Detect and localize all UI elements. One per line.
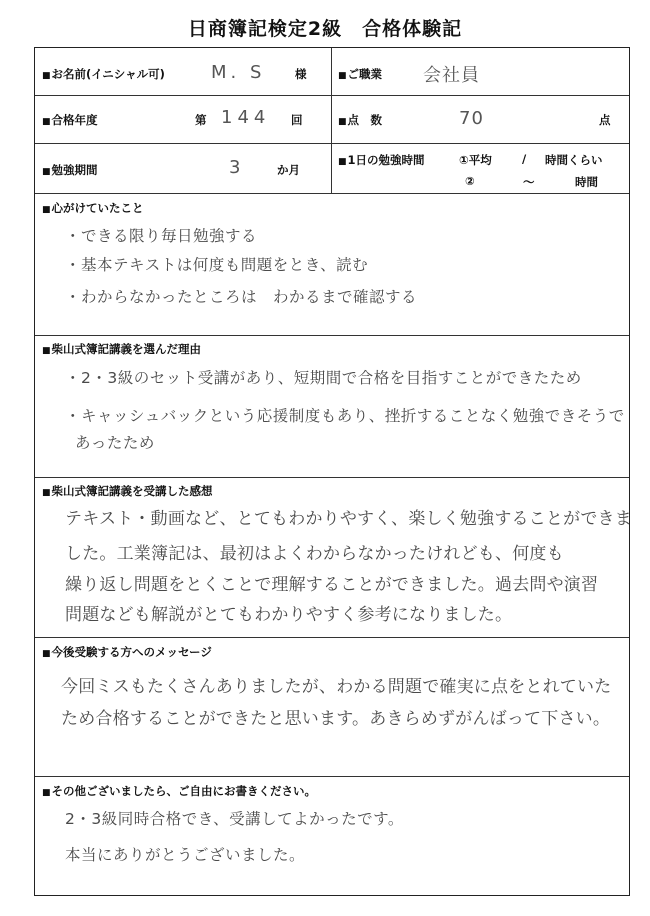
- daily-slash: /: [522, 152, 527, 166]
- daily-average-label: ①平均: [459, 153, 492, 167]
- daily-alt-label: ②: [465, 174, 475, 188]
- page-title: 日商簿記検定2級 合格体験記: [187, 18, 463, 40]
- row-divider: [35, 143, 629, 144]
- reason-line: あったため: [75, 434, 155, 452]
- study-period-value: 3: [229, 157, 242, 178]
- row-divider: [35, 95, 629, 96]
- mindful-line: ・わからなかったところは わかるまで確認する: [65, 288, 418, 306]
- impression-line: 問題なども解説がとてもわかりやすく参考になりました。: [65, 605, 513, 625]
- job-label: ■ ご職業: [338, 66, 382, 82]
- section-divider: [35, 335, 629, 336]
- daily-hours-label: ■ 1日の勉強時間: [338, 152, 425, 168]
- mindful-line: ・基本テキストは何度も問題をとき、読む: [65, 256, 369, 274]
- column-divider: [331, 48, 332, 193]
- study-period-label: ■ 勉強期間: [42, 162, 98, 178]
- section-divider: [35, 637, 629, 638]
- experience-form: [34, 47, 630, 896]
- pass-year-prefix: 第: [195, 113, 207, 127]
- mindful-line: ・できる限り毎日勉強する: [65, 227, 258, 245]
- score-value: 70: [459, 108, 484, 129]
- reason-line: ・2・3級のセット受講があり、短期間で合格を目指すことができたため: [65, 369, 582, 387]
- name-label: ■ お名前(イニシャル可): [42, 66, 165, 82]
- daily-hours-approx: 時間くらい: [545, 153, 603, 167]
- message-line: 今回ミスもたくさんありましたが、わかる問題で確実に点をとれていた: [61, 677, 612, 697]
- impression-line: した。工業簿記は、最初はよくわからなかったけれども、何度も: [65, 544, 564, 564]
- reason-label: ■ 柴山式簿記講義を選んだ理由: [42, 341, 201, 357]
- daily-tilde: ～: [523, 175, 535, 189]
- message-line: ため合格することができたと思います。あきらめずがんばって下さい。: [61, 709, 611, 729]
- mindful-label: ■ 心がけていたこと: [42, 200, 144, 216]
- score-label: ■ 点 数: [338, 112, 382, 128]
- other-label: ■ その他ございましたら、ご自由にお書きください。: [42, 783, 316, 799]
- name-suffix: 様: [295, 67, 307, 81]
- pass-year-label: ■ 合格年度: [42, 112, 98, 128]
- pass-year-suffix: 回: [291, 113, 303, 127]
- other-line: 本当にありがとうございました。: [65, 846, 306, 864]
- job-value: 会社員: [423, 65, 480, 86]
- impression-label: ■ 柴山式簿記講義を受講した感想: [42, 483, 213, 499]
- name-value: M. S: [211, 62, 266, 83]
- reason-line: ・キャッシュバックという応援制度もあり、挫折することなく勉強できそうで: [65, 407, 625, 425]
- impression-line: テキスト・動画など、とてもわかりやすく、楽しく勉強することができま: [65, 509, 632, 529]
- other-line: 2・3級同時合格でき、受講してよかったです。: [65, 810, 404, 828]
- impression-line: 繰り返し問題をとくことで理解することができました。過去問や演習: [65, 575, 599, 595]
- score-suffix: 点: [599, 113, 611, 127]
- section-divider: [35, 776, 629, 777]
- daily-hours-unit: 時間: [575, 175, 598, 189]
- section-divider: [35, 477, 629, 478]
- pass-year-value: 144: [221, 107, 271, 128]
- message-label: ■ 今後受験する方へのメッセージ: [42, 644, 212, 660]
- study-period-suffix: か月: [277, 163, 300, 177]
- row-divider: [35, 193, 629, 194]
